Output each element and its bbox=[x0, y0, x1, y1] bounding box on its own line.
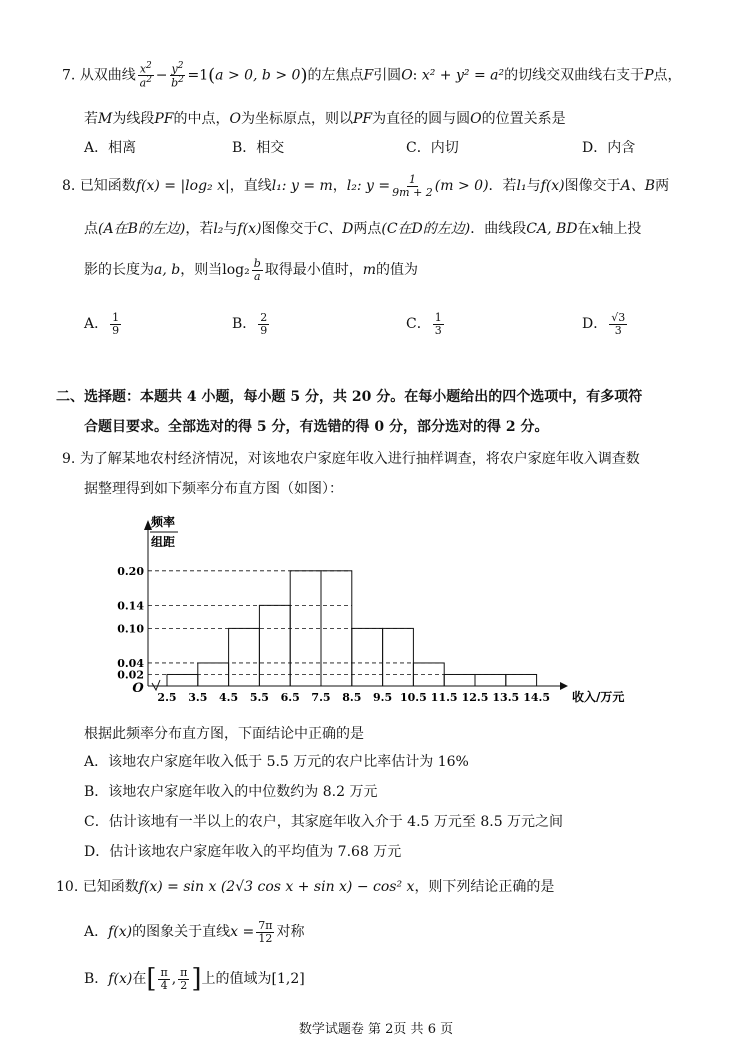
q8-number: 8. bbox=[62, 178, 76, 195]
q7-line2: 若M为线段PF的中点，O为坐标原点，则以PF为直径的圆与圆O的位置关系是 bbox=[84, 111, 566, 127]
q8-option-c[interactable]: C． $\frac{1}{3}$ bbox=[406, 311, 442, 337]
frequency-histogram bbox=[0, 508, 752, 713]
x-tick-label: 14.5 bbox=[523, 691, 550, 704]
q8-line1: 8. 已知函数f(x) = |log₂ x|，直线l₁: y = m，l₂: y = $\frac{1}{9m + 2}$ (m > 0)．若l₁与f(x)图像交于A、B两 bbox=[62, 173, 670, 199]
histogram-bars bbox=[167, 571, 537, 686]
q9-option-a[interactable]: A．该地农户家庭年收入低于 5.5 万元的农户比率估计为 16% bbox=[84, 754, 469, 770]
q10-option-b[interactable]: B．f(x)在[ $\frac{\pi}{4}$ , $\frac{\pi}{2}$ ]上的值域为[1,2] bbox=[84, 964, 305, 994]
y-axis-label-bottom: 组距 bbox=[151, 535, 176, 549]
histogram-labels bbox=[117, 514, 624, 704]
q9-line1: 9. 为了解某地农村经济情况，对该地农户家庭年收入进行抽样调查，将农户家庭年收入调查数 bbox=[62, 451, 640, 467]
hyperbola-y-term: $\frac{y^2}{b^2}$ bbox=[171, 61, 184, 90]
histogram-bar bbox=[506, 674, 537, 686]
y-tick-label: 0.20 bbox=[117, 564, 144, 578]
q8-option-d[interactable]: D． $\frac{√3}{3}$ bbox=[582, 311, 626, 337]
x-axis-arrow bbox=[560, 682, 568, 690]
section2-heading-line2: 合题目要求。全部选对的得 5 分，有选错的得 0 分，部分选对的得 2 分。 bbox=[84, 419, 549, 435]
q10-option-a[interactable]: A．f(x)的图象关于直线x = $\frac{7\pi}{12}$ 对称 bbox=[84, 919, 305, 945]
x-tick-label: 4.5 bbox=[219, 691, 239, 704]
y-axis-label-top: 频率 bbox=[151, 515, 176, 529]
histogram-bar bbox=[229, 628, 260, 686]
y-tick-label: 0.14 bbox=[117, 599, 144, 613]
q10-stem: 10. 已知函数f(x) = sin x (2√3 cos x + sin x) − cos² x，则下列结论正确的是 bbox=[56, 879, 555, 895]
x-tick-label: 5.5 bbox=[249, 691, 269, 704]
histogram-bar bbox=[167, 674, 198, 686]
histogram-bar bbox=[475, 674, 506, 686]
histogram-bar bbox=[444, 674, 475, 686]
q9-after: 根据此频率分布直方图，下面结论中正确的是 bbox=[84, 726, 364, 742]
q9-option-b[interactable]: B．该地农户家庭年收入的中位数约为 8.2 万元 bbox=[84, 784, 378, 800]
x-tick-label: 3.5 bbox=[188, 691, 208, 704]
x-tick-label: 10.5 bbox=[400, 691, 427, 704]
page-footer: 数学试题卷 第 2页 共 6 页 bbox=[298, 1022, 454, 1037]
q7-option-b[interactable]: B．相交 bbox=[232, 140, 285, 156]
q8-line2: 点(A在B的左边)，若l₂与f(x)图像交于C、D两点(C在D的左边)．曲线段CA, BD在x轴上投 bbox=[84, 221, 642, 237]
q8-line3: 影的长度为a, b，则当log₂ $\frac{b}{a}$ 取得最小值时，m的值为 bbox=[84, 257, 419, 283]
q9-line2: 据整理得到如下频率分布直方图（如图）： bbox=[84, 481, 343, 497]
origin-label: O bbox=[132, 681, 144, 696]
x-tick-label: 9.5 bbox=[373, 691, 393, 704]
x-tick-label: 6.5 bbox=[280, 691, 300, 704]
x-tick-label: 8.5 bbox=[342, 691, 362, 704]
q7-number: 7. bbox=[62, 67, 76, 84]
x-axis-label: 收入/万元 bbox=[572, 690, 625, 704]
hyperbola-x-term: $\frac{x^2}{a^2}$ bbox=[139, 61, 152, 90]
x-tick-label: 11.5 bbox=[430, 691, 458, 704]
x-tick-label: 2.5 bbox=[157, 691, 177, 704]
section2-heading-line1: 二、选择题：本题共 4 小题，每小题 5 分，共 20 分。在每小题给出的四个选项中，有多项符 bbox=[56, 389, 643, 405]
q7-line1: 7. 从双曲线 $\frac{x^2}{a^2}$ − $\frac{y^2}{b^2}$ =1(a > 0, b > 0)的左焦点F引圆O: x² + y² = a²的切线交双曲线右支于P点， bbox=[62, 61, 682, 90]
axis-break-mark bbox=[152, 680, 160, 690]
x-tick-label: 13.5 bbox=[492, 691, 520, 704]
y-tick-label: 0.10 bbox=[117, 622, 144, 636]
x-tick-label: 7.5 bbox=[311, 691, 331, 704]
q9-option-c[interactable]: C．估计该地有一半以上的农户，其家庭年收入介于 4.5 万元至 8.5 万元之间 bbox=[84, 814, 564, 830]
q7-option-d[interactable]: D．内含 bbox=[582, 140, 636, 156]
q8-option-a[interactable]: A． $\frac{1}{9}$ bbox=[84, 311, 120, 337]
q8-option-b[interactable]: B． $\frac{2}{9}$ bbox=[232, 311, 268, 337]
x-tick-label: 12.5 bbox=[461, 691, 489, 704]
q9-option-d[interactable]: D．估计该地农户家庭年收入的平均值为 7.68 万元 bbox=[84, 844, 402, 860]
y-tick-label: 0.04 bbox=[117, 656, 144, 670]
histogram-bar bbox=[352, 628, 383, 686]
q7-option-c[interactable]: C．内切 bbox=[406, 140, 459, 156]
histogram-bar bbox=[383, 628, 414, 686]
histogram-bar bbox=[259, 605, 290, 686]
histogram-guides bbox=[148, 571, 537, 675]
y-tick-label: 0.02 bbox=[117, 668, 144, 682]
q7-option-a[interactable]: A．相离 bbox=[84, 140, 137, 156]
